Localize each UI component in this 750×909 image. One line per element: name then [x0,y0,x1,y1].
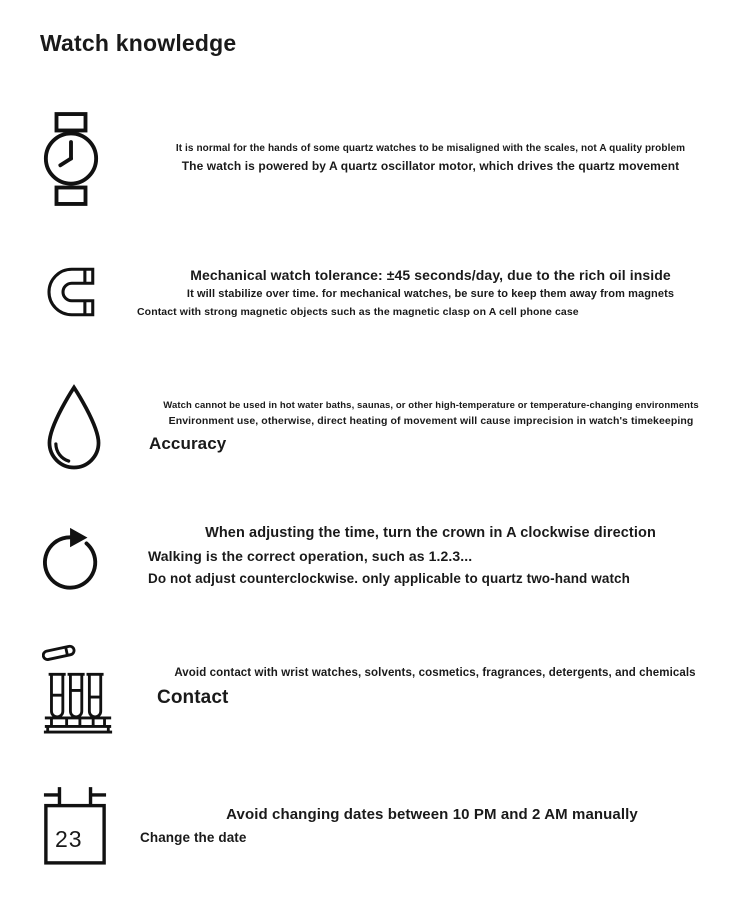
wristwatch-icon [0,112,105,206]
section-text [114,664,750,713]
page-title: Watch knowledge [40,30,237,56]
section-date-change [0,785,750,867]
water-drop-icon [0,383,106,473]
section-text [106,398,750,457]
section-text [105,522,750,589]
magnet-icon [0,264,105,320]
section-text [108,803,750,849]
text-line: Avoid changing dates between 10 PM and 2 AM manually [226,805,638,823]
text-line: It is normal for the hands of some quartz watches to be misaligned with the scales, not A quality problem [175,143,686,155]
text-line: Walking is the correct operation, such as 1.2.3... [148,548,473,565]
text-line: Watch cannot be used in hot water baths, saunas, or other high-temperature or temperature-changing environments [163,400,699,412]
text-line: Contact with strong magnetic objects such as the magnetic clasp on A cell phone case [137,305,579,318]
text-line: Avoid contact with wrist watches, solvents, cosmetics, fragrances, detergents, and chemicals [174,667,696,680]
text-line: Mechanical watch tolerance: ±45 seconds/day, due to the rich oil inside [190,267,671,283]
calendar-icon [0,785,108,867]
calendar-icon-body [42,785,108,867]
section-chemical-contact [0,643,750,735]
clockwise-arrow-icon [0,519,105,593]
section-time-adjustment [0,519,750,593]
text-line: Do not adjust counterclockwise. only applicable to quartz two-hand watch [148,570,630,586]
accuracy-heading: Accuracy [149,434,227,454]
section-quartz-movement [0,112,750,206]
text-line: When adjusting the time, turn the crown in A clockwise direction [205,525,656,542]
text-line: Change the date [140,829,247,845]
contact-heading: Contact [157,686,229,708]
test-tubes-icon [0,643,114,735]
section-text [105,264,750,321]
text-line: Environment use, otherwise, direct heating of movement will cause imprecision in watch's timekeeping [168,415,694,428]
section-temperature [0,383,750,473]
text-line: It will stabilize over time. for mechanical watches, be sure to keep them away from magnets [186,288,675,301]
text-line: The watch is powered by A quartz oscillator motor, which drives the quartz movement [181,159,680,174]
section-magnetism [0,264,750,321]
calendar-day: 23 [55,825,83,852]
section-text [105,141,750,176]
